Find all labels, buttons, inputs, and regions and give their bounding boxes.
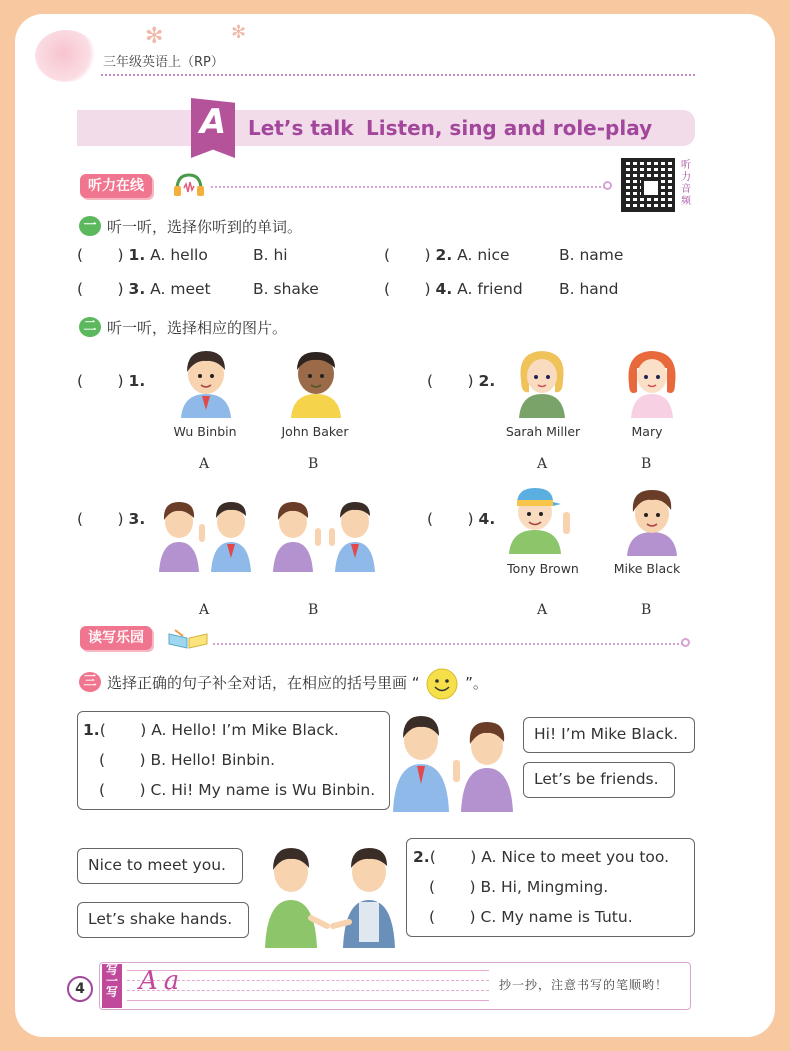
speech-bubble: Let’s be friends. [523,762,675,798]
question-item: ( ) 4. [427,510,496,528]
write-tag: 写一写 [102,964,122,1008]
character-name: Mary [631,424,663,439]
boy-wu-binbin-illustration [175,346,237,418]
boy-john-baker-illustration [285,346,347,418]
girl-sarah-miller-illustration [511,346,573,418]
dialog-option: ( ) B. Hi, Mingming. [429,878,609,896]
answer-bracket[interactable]: ( ) [77,372,124,390]
section-number: 一 [79,216,101,236]
answer-bracket[interactable]: ( ) [99,721,147,739]
boy-tony-brown-illustration [505,482,581,554]
section-title: 选择正确的句子补全对话，在相应的括号里画 “ ”。 [107,672,488,693]
handwriting-line [127,1000,489,1001]
two-boys-greeting-illustration [155,488,255,572]
decorative-blob [35,30,97,82]
star-icon: ✻ [145,24,164,49]
tag-divider-dot [603,181,612,190]
answer-bracket[interactable]: ( ) [77,246,124,264]
character-name: Wu Binbin [173,424,237,439]
lesson-title: Let’s talk [248,116,354,140]
character-name: Tony Brown [507,561,579,576]
tag-divider [213,643,683,645]
reading-tag: 读写乐园 [80,626,152,650]
option-letter: A [537,456,548,472]
banner-badge-letter: A [199,102,227,142]
boys-meeting-illustration [391,704,521,812]
handwriting-note: 抄一抄，注意书写的笔顺哟！ [499,978,669,992]
star-icon: ✻ [231,22,247,43]
speech-bubble: Nice to meet you. [77,848,243,884]
answer-bracket[interactable]: ( ) [77,510,124,528]
question-item: ( ) 3. A. meet [77,280,211,298]
qr-code[interactable] [621,158,675,212]
option-letter: B [641,456,652,472]
answer-bracket[interactable]: ( ) [427,372,474,390]
answer-bracket[interactable]: ( ) [429,878,476,896]
answer-bracket[interactable]: ( ) [99,781,146,799]
page-number: 4 [67,976,93,1002]
option-b: B. name [559,246,624,264]
question-item: ( ) 4. A. friend [384,280,523,298]
question-item: ( ) 2. [427,372,496,390]
option-b: B. shake [253,280,319,298]
option-letter: B [308,456,319,472]
answer-bracket[interactable]: ( ) [99,751,146,769]
dialog-option: ( ) C. My name is Tutu. [429,908,633,926]
section-title: 听一听，选择相应的图片。 [107,319,288,337]
option-letter: A [537,602,548,618]
page-header: 三年级英语上（RP） [103,55,224,70]
question-item: ( ) 2. A. nice [384,246,510,264]
option-b: B. hand [559,280,619,298]
dialog-option: ( ) B. Hello! Binbin. [99,751,276,769]
character-name: John Baker [281,424,349,439]
dialog-option: ( ) C. Hi! My name is Wu Binbin. [99,781,376,799]
speech-bubble: Hi! I’m Mike Black. [523,717,695,753]
headphones-icon [172,172,206,198]
boy-mike-black-illustration [621,484,683,556]
option-letter: A [199,456,210,472]
character-name: Sarah Miller [505,424,581,439]
option-letter: B [641,602,652,618]
listening-tag: 听力在线 [80,174,152,198]
dialog-option: 1.( ) A. Hello! I’m Mike Black. [83,721,339,739]
handwriting-letters: Aa [139,966,186,996]
answer-bracket[interactable]: ( ) [429,908,476,926]
qr-label: 听力音频 [681,160,691,207]
girl-mary-illustration [621,346,683,418]
lesson-subtitle: Listen, sing and role-play [366,116,653,140]
smiley-face-icon [424,667,460,701]
answer-bracket[interactable]: ( ) [384,246,431,264]
speech-bubble: Let’s shake hands. [77,902,249,938]
character-name: Mike Black [613,561,681,576]
worksheet-page [15,14,775,1037]
tag-divider [211,186,605,188]
section-number: 二 [79,317,101,337]
answer-bracket[interactable]: ( ) [429,848,477,866]
option-letter: B [308,602,319,618]
question-item: ( ) 1. [77,372,146,390]
section-number: 三 [79,672,101,692]
option-letter: A [199,602,210,618]
dialog-option: 2.( ) A. Nice to meet you too. [413,848,670,866]
option-b: B. hi [253,246,288,264]
header-divider [101,74,695,76]
two-boys-waving-illustration [269,488,379,572]
open-book-icon [167,626,209,650]
boys-shaking-hands-illustration [255,838,405,948]
tag-divider-dot [681,638,690,647]
question-item: ( ) 1. A. hello [77,246,208,264]
section-title: 听一听，选择你听到的单词。 [107,218,303,236]
answer-bracket[interactable]: ( ) [427,510,474,528]
answer-bracket[interactable]: ( ) [384,280,431,298]
answer-bracket[interactable]: ( ) [77,280,124,298]
question-item: ( ) 3. [77,510,146,528]
